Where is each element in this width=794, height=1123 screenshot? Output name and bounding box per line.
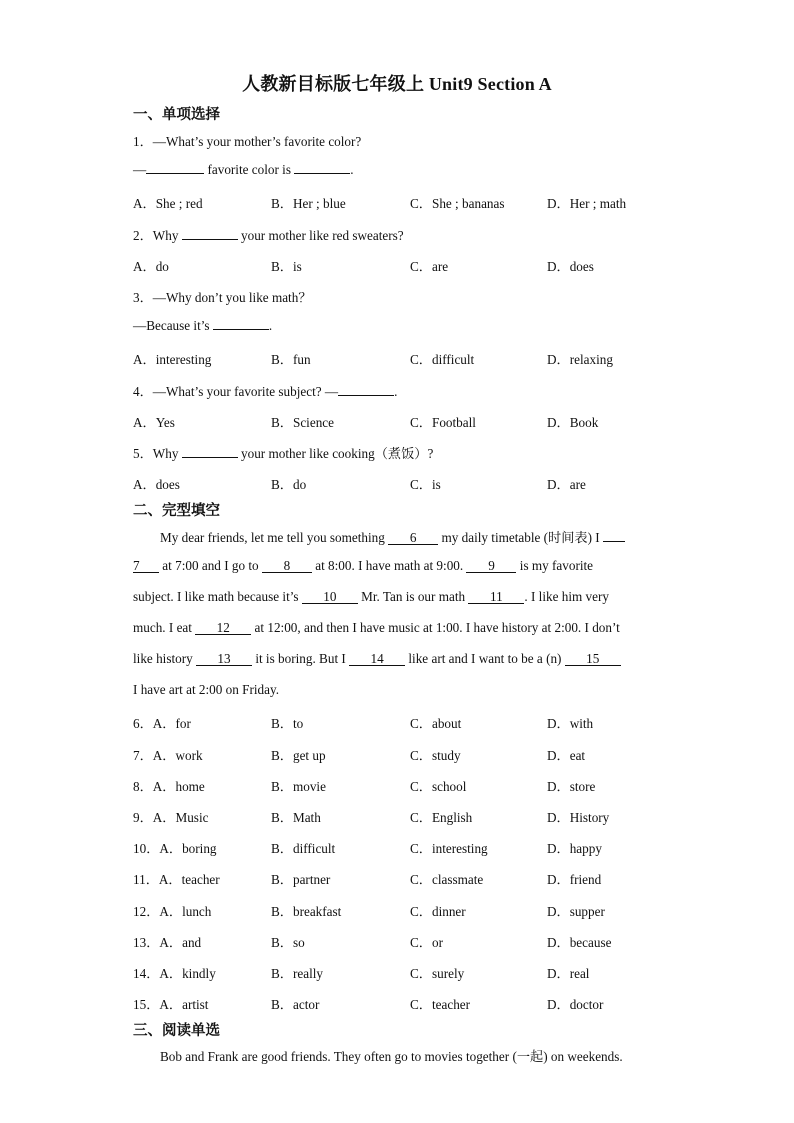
option-13b: B．so (271, 935, 305, 950)
option-11c: C．classmate (410, 872, 484, 887)
cloze-text: Mr. Tan is our math (357, 589, 469, 604)
cloze-line-2 (133, 558, 663, 574)
blank (294, 173, 350, 174)
question-5-pre: 5．Why (133, 446, 182, 461)
option-15a: 15．A．artist (133, 997, 209, 1012)
cloze-line-5 (133, 651, 663, 667)
option-11a: 11．A．teacher (133, 872, 220, 887)
option-6b: B．to (271, 716, 304, 731)
cloze-text: it is boring. But I (252, 651, 350, 666)
question-4-stem (133, 381, 397, 400)
option-1c: C．She ; bananas (410, 196, 505, 211)
option-9d: D．History (547, 810, 610, 825)
option-10c: C．interesting (410, 841, 488, 856)
cloze-line-1 (160, 527, 690, 546)
option-13c: C．or (410, 935, 443, 950)
option-15b: B．actor (271, 997, 320, 1012)
option-6d: D．with (547, 716, 594, 731)
question-3-pre: —Because it’s (133, 318, 213, 333)
option-14d: D．real (547, 966, 590, 981)
blank (182, 239, 238, 240)
cloze-blank-8: 8 (262, 559, 312, 573)
option-4d: D．Book (547, 415, 599, 430)
cloze-blank-7-start (603, 541, 625, 542)
reading-paragraph: Bob and Frank are good friends. They often go to movies together (一起) on weekends. (160, 1049, 623, 1064)
option-5d: D．are (547, 477, 586, 492)
question-2-post: your mother like red sweaters? (237, 228, 404, 243)
cloze-line-6: I have art at 2:00 on Friday. (133, 682, 279, 697)
cloze-blank-10: 10 (302, 590, 358, 604)
option-7d: D．eat (547, 748, 586, 763)
question-4-end: . (394, 384, 398, 399)
option-12b: B．breakfast (271, 904, 342, 919)
option-1b: B．Her ; blue (271, 196, 346, 211)
option-13a: 13．A．and (133, 935, 202, 950)
blank (338, 395, 394, 396)
question-2-stem (133, 225, 404, 244)
option-14b: B．really (271, 966, 324, 981)
cloze-blank-7: 7 (133, 559, 159, 573)
cloze-blank-11: 11 (468, 590, 524, 604)
question-1-stem: 1．—What’s your mother’s favorite color? (133, 134, 362, 149)
option-6a: 6．A．for (133, 716, 191, 731)
cloze-text: is my favorite (516, 558, 594, 573)
option-8b: B．movie (271, 779, 326, 794)
option-4c: C．Football (410, 415, 476, 430)
blank (146, 173, 204, 174)
section-heading-single-choice: 一、单项选择 (133, 107, 220, 123)
option-3d: D．relaxing (547, 352, 613, 367)
question-5-stem (133, 443, 433, 462)
cloze-text: my daily timetable (时间表) I (438, 530, 603, 545)
option-2c: C．are (410, 259, 449, 274)
option-7c: C．study (410, 748, 461, 763)
option-5a: A．does (133, 477, 180, 492)
option-10b: B．difficult (271, 841, 336, 856)
option-14c: C．surely (410, 966, 465, 981)
question-1-dash: — (133, 162, 147, 177)
cloze-line-4 (133, 620, 663, 636)
option-12d: D．supper (547, 904, 605, 919)
option-12a: 12．A．lunch (133, 904, 212, 919)
option-8c: C．school (410, 779, 467, 794)
option-8d: D．store (547, 779, 596, 794)
question-3-end: . (268, 318, 273, 333)
option-1a: A．She ; red (133, 196, 203, 211)
cloze-line-3 (133, 589, 663, 605)
cloze-text: much. I eat (133, 620, 196, 635)
option-2d: D．does (547, 259, 594, 274)
section-heading-reading: 三、阅读单选 (133, 1023, 220, 1039)
option-3b: B．fun (271, 352, 311, 367)
option-6c: C．about (410, 716, 462, 731)
cloze-text: at 8:00. I have math at 9:00. (311, 558, 467, 573)
cloze-text: . I like him very (524, 589, 609, 604)
cloze-text: at 12:00, and then I have music at 1:00. I have history at 2:00. I don’t (251, 620, 620, 635)
blank (182, 457, 238, 458)
blank (213, 329, 269, 330)
option-13d: D．because (547, 935, 612, 950)
option-5c: C．is (410, 477, 441, 492)
option-4b: B．Science (271, 415, 334, 430)
option-14a: 14．A．kindly (133, 966, 216, 981)
option-8a: 8．A．home (133, 779, 205, 794)
option-2a: A．do (133, 259, 169, 274)
option-9b: B．Math (271, 810, 321, 825)
option-7b: B．get up (271, 748, 326, 763)
question-3-answer-line (133, 318, 272, 334)
question-2-pre: 2．Why (133, 228, 182, 243)
cloze-text: My dear friends, let me tell you something (160, 530, 389, 545)
option-11d: D．friend (547, 872, 602, 887)
option-5b: B．do (271, 477, 307, 492)
cloze-blank-14: 14 (349, 652, 405, 666)
option-12c: C．dinner (410, 904, 466, 919)
question-3-stem: 3．—Why don’t you like math？ (133, 290, 312, 305)
question-1-mid-text: favorite color is (204, 162, 295, 177)
option-9c: C．English (410, 810, 473, 825)
option-9a: 9．A．Music (133, 810, 209, 825)
option-7a: 7．A．work (133, 748, 203, 763)
option-15d: D．doctor (547, 997, 604, 1012)
option-11b: B．partner (271, 872, 331, 887)
cloze-text: like history (133, 651, 197, 666)
section-heading-cloze: 二、完型填空 (133, 503, 220, 519)
option-1d: D．Her ; math (547, 196, 627, 211)
question-1-end: . (350, 162, 354, 177)
option-10d: D．happy (547, 841, 602, 856)
option-3a: A．interesting (133, 352, 212, 367)
option-3c: C．difficult (410, 352, 475, 367)
option-10a: 10．A．boring (133, 841, 217, 856)
option-15c: C．teacher (410, 997, 471, 1012)
cloze-blank-13: 13 (196, 652, 252, 666)
page-title: 人教新目标版七年级上 Unit9 Section A (242, 74, 552, 94)
option-4a: A．Yes (133, 415, 175, 430)
cloze-text: at 7:00 and I go to (159, 558, 262, 573)
cloze-text: like art and I want to be a (n) (405, 651, 565, 666)
cloze-text: subject. I like math because it’s (133, 589, 302, 604)
cloze-blank-6: 6 (388, 531, 438, 545)
cloze-blank-12: 12 (195, 621, 251, 635)
cloze-blank-15: 15 (565, 652, 621, 666)
question-1-answer-line (133, 162, 354, 178)
question-4-pre: 4．—What’s your favorite subject? — (133, 384, 339, 399)
cloze-blank-9: 9 (466, 559, 516, 573)
question-5-post: your mother like cooking（煮饭）? (237, 446, 434, 461)
option-2b: B．is (271, 259, 302, 274)
